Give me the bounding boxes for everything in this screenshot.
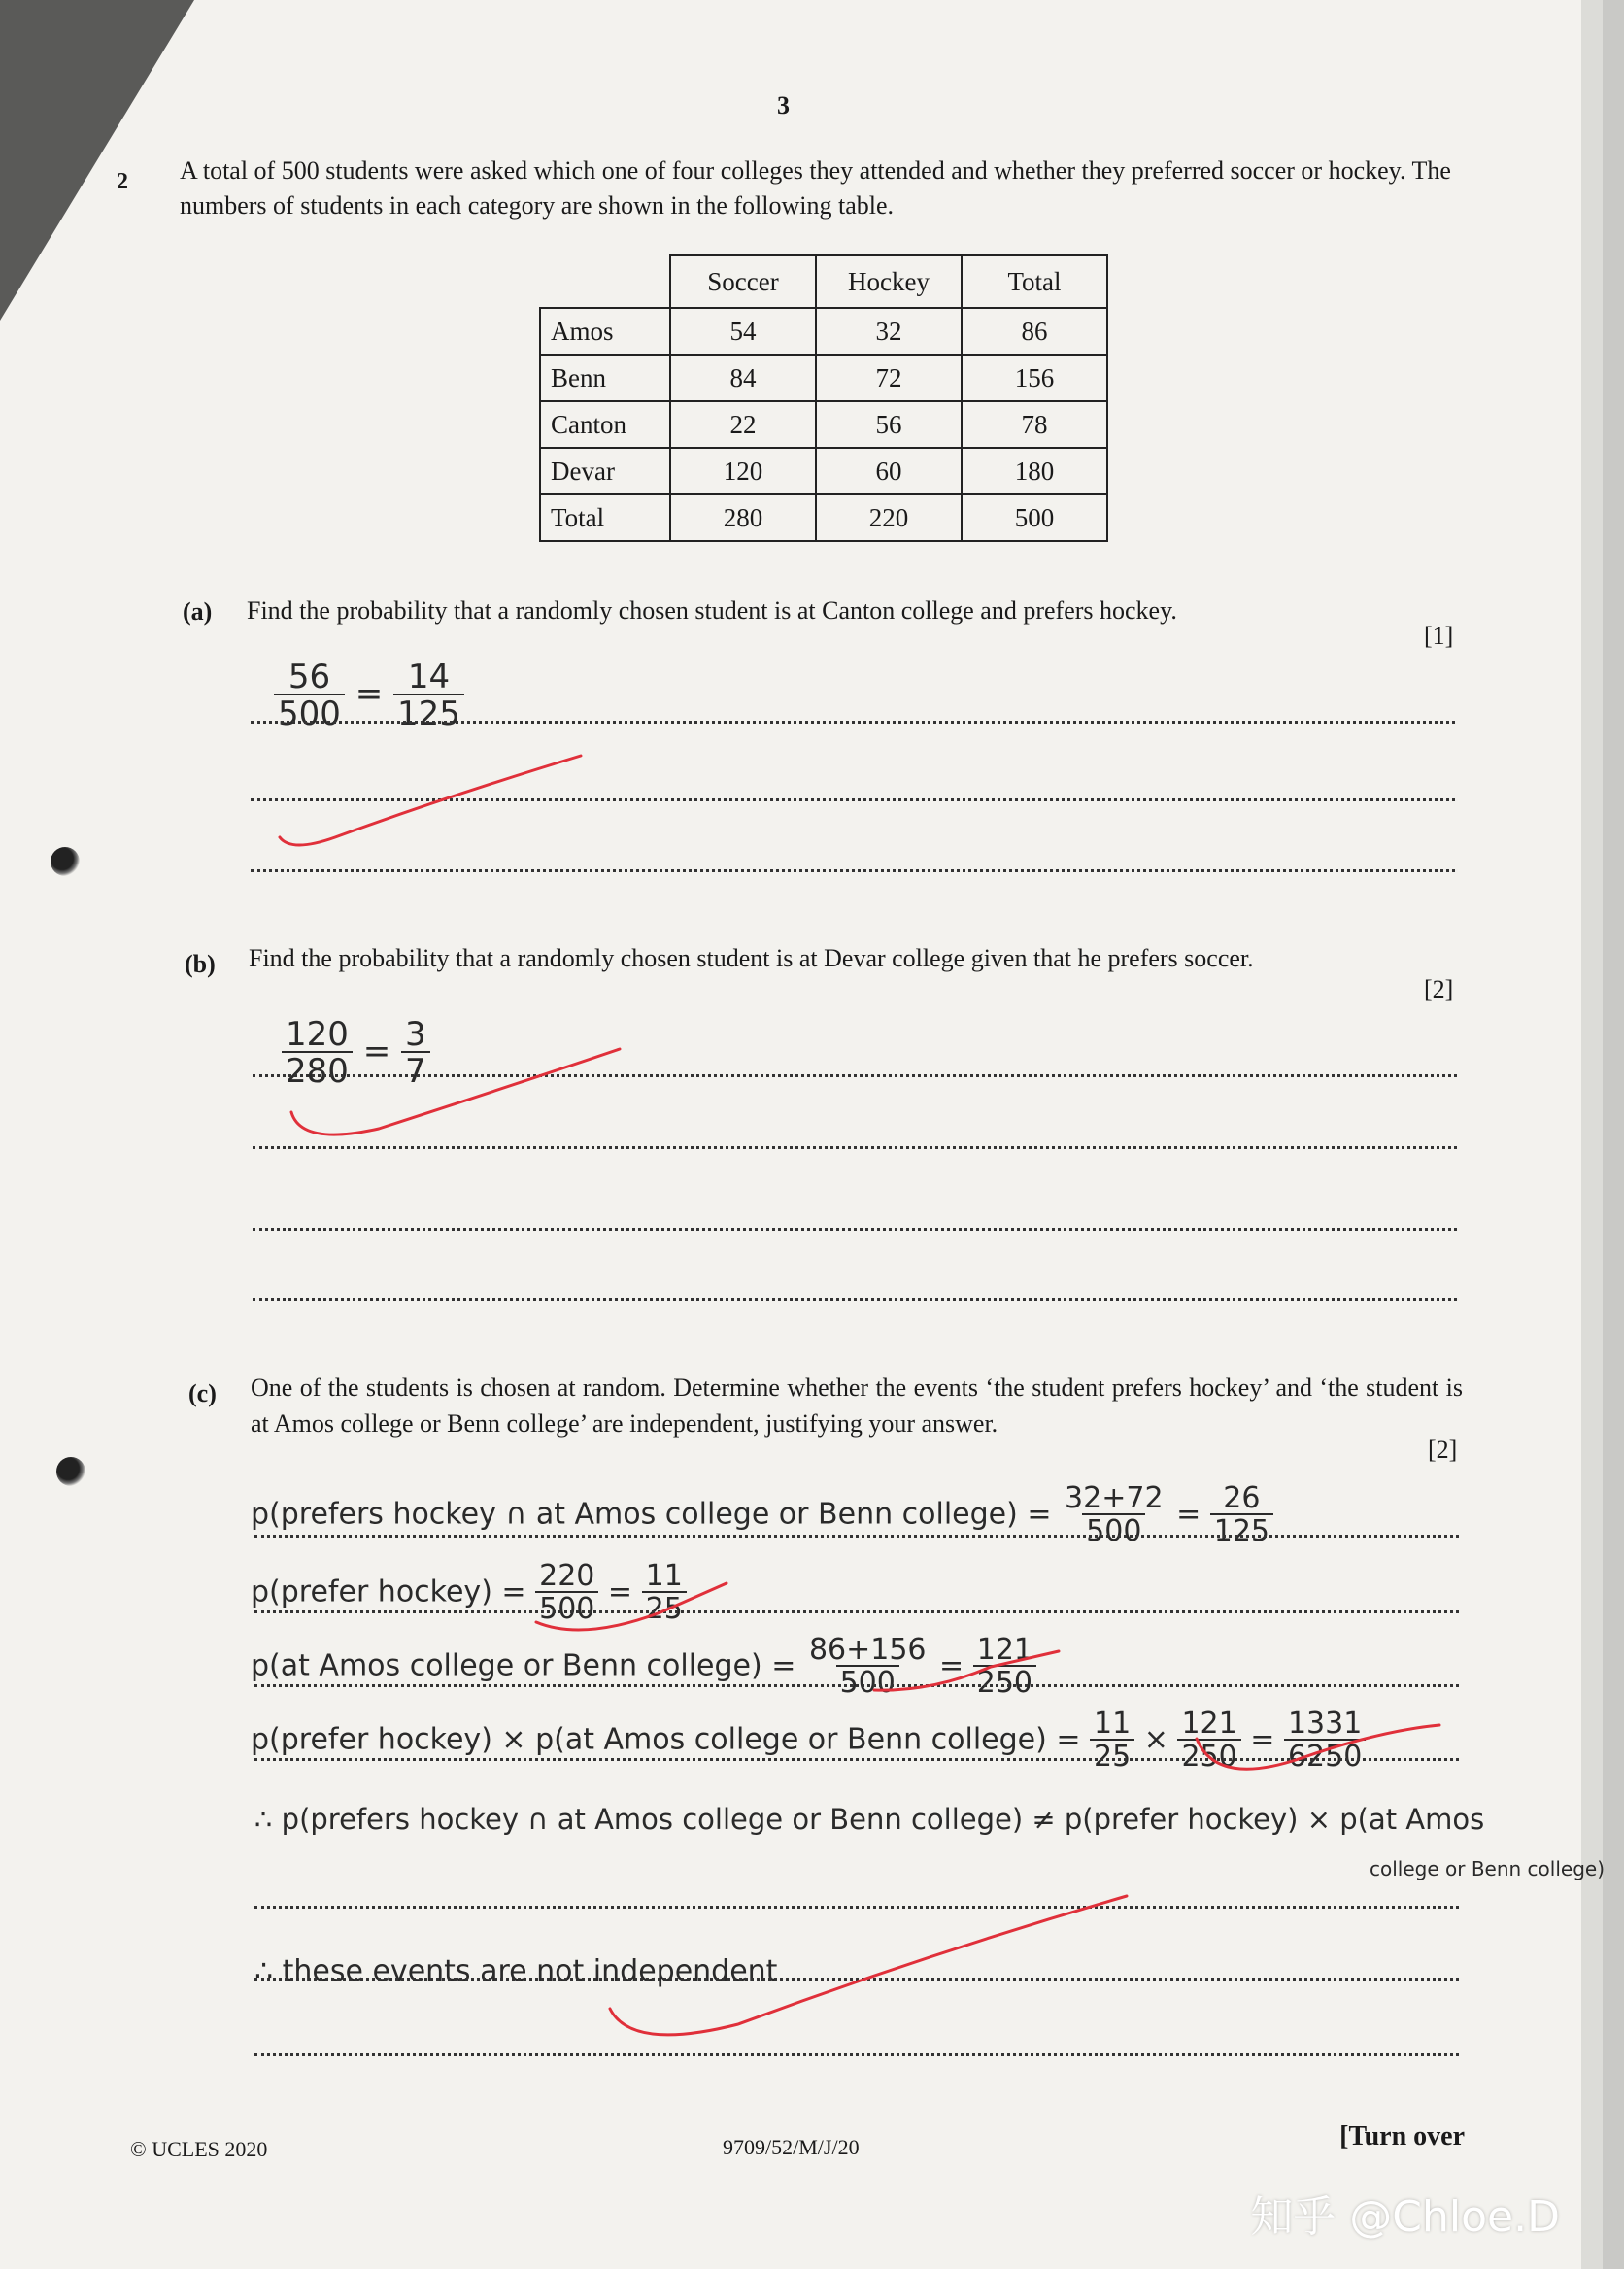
table-cell: 22 [670,401,816,448]
working-conclusion: ∴ these events are not independent [254,1954,778,1988]
table-cell: 500 [962,494,1107,541]
working-line-5: ∴ p(prefers hockey ∩ at Amos college or Benn college) ≠ p(prefer hockey) × p(at Amos [254,1803,1485,1836]
watermark: 知乎 @Chloe.D [1250,2192,1560,2242]
tick-mark [280,756,581,845]
part-a-label: (a) [183,597,213,626]
part-b-label: (b) [185,950,216,978]
column-header: Total [962,255,1107,308]
fraction-numerator: 121 [976,1633,1032,1667]
working-text: p(prefer hockey) = [251,1575,526,1609]
working-text: p(prefers hockey ∩ at Amos college or Benn college) = [251,1497,1052,1532]
fraction-denominator: 125 [393,694,464,730]
fraction-denominator: 500 [535,1591,598,1624]
fraction-numerator: 3 [405,1015,426,1054]
fraction-denominator: 250 [973,1665,1036,1698]
fraction-denominator: 25 [1090,1739,1134,1772]
table-cell: 280 [670,494,816,541]
part-c-marks: [2] [1428,1436,1458,1464]
fraction-denominator: 500 [836,1665,899,1698]
tick-mark [610,1896,1127,2035]
fraction-denominator: 25 [642,1591,687,1624]
part-b-text: Find the probability that a randomly chosen student is at Devar college given that he prefers soccer. [249,944,1254,972]
table-cell: 120 [670,448,816,494]
tick-mark [1197,1725,1439,1769]
row-label: Total [540,494,670,541]
fraction-denominator: 500 [1082,1513,1145,1546]
page-number: 3 [777,91,790,119]
table-cell: 180 [962,448,1107,494]
working-line-4: p(prefer hockey) × p(at Amos college or Benn college) = $\frac{11}{25}$ × $\frac{121}{250}$ = $\frac{1331}{6250}$ [251,1710,1366,1772]
fraction-denominator: 250 [1177,1739,1240,1772]
working-line-3: p(at Amos college or Benn college) = $\frac{86+156}{500}$ = $\frac{121}{250}$ [251,1636,1036,1698]
table-cell: 78 [962,401,1107,448]
part-a-marks: [1] [1424,622,1454,650]
table-cell: 54 [670,308,816,355]
equals-sign: = [362,1032,391,1071]
equals-sign: = [355,674,384,714]
fraction-numerator: 11 [645,1559,683,1593]
row-label: Amos [540,308,670,355]
row-label: Devar [540,448,670,494]
fraction-denominator: 280 [282,1051,353,1088]
working-text: p(at Amos college or Benn college) = [251,1648,796,1683]
working-text: p(prefer hockey) × p(at Amos college or Benn college) = [251,1722,1081,1757]
tick-mark [291,1049,620,1134]
working-line-5-continued: college or Benn college) [1370,1857,1606,1880]
fraction-numerator: 14 [407,658,451,696]
working-line-1: p(prefers hockey ∩ at Amos college or Benn college) = $\frac{32+72}{500}$ = $\frac{26}{125}$ [251,1484,1273,1546]
fraction-numerator: 86+156 [808,1633,927,1667]
fraction-numerator: 26 [1223,1481,1261,1515]
table-cell: 56 [816,401,962,448]
fraction-numerator: 56 [288,658,331,696]
fraction-numerator: 1331 [1287,1707,1363,1741]
column-header: Soccer [670,255,816,308]
fraction-numerator: 121 [1181,1707,1237,1741]
table-cell: 84 [670,355,816,401]
part-c-text: One of the students is chosen at random. Determine whether the events ‘the student prefers hockey’ and ‘the student is at Amos college or Benn college’ are independent, justifying your answer. [251,1373,1463,1438]
fraction-numerator: 11 [1094,1707,1132,1741]
fraction-denominator: 6250 [1284,1739,1366,1772]
table-cell: 156 [962,355,1107,401]
fraction-denominator: 500 [274,694,345,730]
question-number: 2 [117,169,128,194]
copyright: © UCLES 2020 [130,2137,268,2161]
part-c-label: (c) [188,1379,217,1407]
question-text: A total of 500 students were asked which one of four colleges they attended and whether they preferred soccer or hockey. The numbers of students in each category are shown in the following table. [180,156,1451,220]
fraction-denominator: 125 [1210,1513,1273,1546]
tick-mark [536,1583,727,1630]
table-cell: 32 [816,308,962,355]
part-b-marks: [2] [1424,975,1454,1003]
fraction-numerator: 220 [539,1559,595,1593]
table-cell: 72 [816,355,962,401]
column-header: Hockey [816,255,962,308]
fraction-numerator: 120 [286,1015,349,1054]
row-label: Benn [540,355,670,401]
part-a-text: Find the probability that a randomly chosen student is at Canton college and prefers hockey. [247,596,1177,625]
tick-mark [874,1651,1059,1690]
paper-code: 9709/52/M/J/20 [723,2135,860,2159]
times-sign: × [1143,1722,1168,1757]
table-cell: 60 [816,448,962,494]
table-cell: 86 [962,308,1107,355]
fraction-numerator: 32+72 [1065,1481,1164,1515]
fraction-denominator: 7 [401,1051,430,1088]
working-line-2: p(prefer hockey) = $\frac{220}{500}$ = $\frac{11}{25}$ [251,1562,687,1624]
row-label: Canton [540,401,670,448]
table-cell: 220 [816,494,962,541]
turn-over: [Turn over [1339,2121,1465,2151]
